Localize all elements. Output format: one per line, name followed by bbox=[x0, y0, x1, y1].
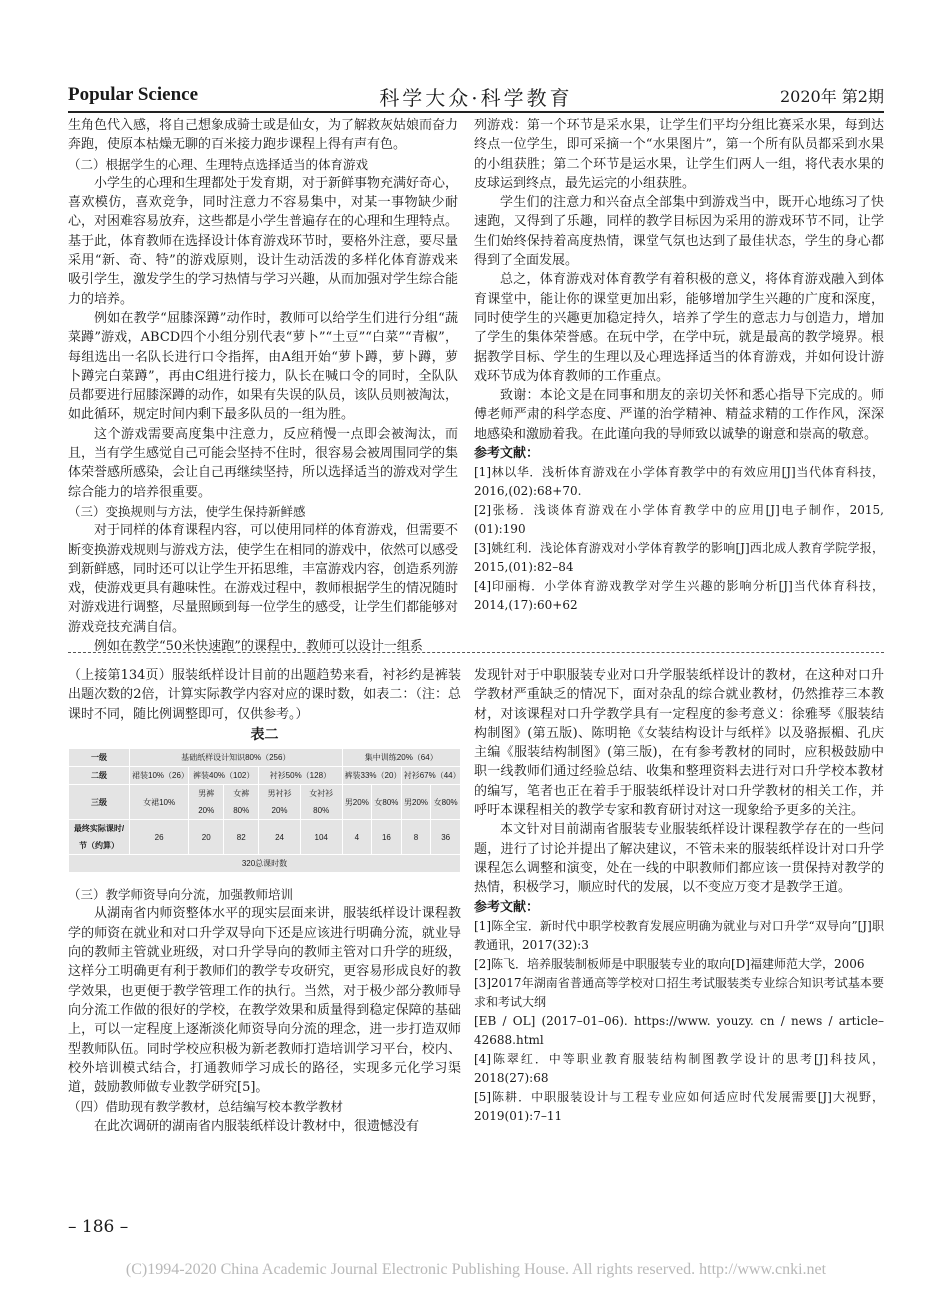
table-cell: 16 bbox=[372, 820, 402, 855]
paragraph: 列游戏：第一个环节是采水果，让学生们平均分组比赛采水果，每到达终点一位学生，即可采摘一个“水果图片”，第一个所有队员都采到水果的小组获胜；第二个环节是运水果，让学生们两人一组，将代表水果的皮球运到终点，最先运完的小组获胜。 bbox=[474, 118, 884, 191]
table-cell: 一级 bbox=[69, 749, 130, 767]
table-cell: 82 bbox=[224, 820, 259, 855]
table-cell: 裤装33%（20） bbox=[342, 767, 401, 785]
reference-item: [2]陈飞．培养服装制板师是中职服装专业的取向[D]福建师范大学，2006 bbox=[474, 956, 865, 971]
table-cell: 集中训练20%（64） bbox=[342, 749, 460, 767]
continuation-paragraph: （上接第134页）服装纸样设计目前的出题趋势来看，衬衫约是裤装出题次数的2倍，计算实际教学内容对应的课时数，如表二：（注：总课时不同，随比例调整即可，仅供参考。） bbox=[68, 668, 461, 722]
paragraph: 本文针对目前湖南省服装专业服装纸样设计课程教学存在的一些问题，进行了讨论并提出了解决建议，不管未来的服装纸样设计对口升学课程怎么调整和演变，处在一线的中职教师们都应该一贯保持对教学的热情，积极学习，顺应时代的发展，以不变应万变才是教学王道。 bbox=[474, 822, 884, 896]
table-cell: 最终实际课时/节（约算） bbox=[69, 820, 130, 855]
paragraph: 学生们的注意力和兴奋点全部集中到游戏当中，既开心地练习了快速跑，又得到了乐趣，同样的教学目标因为采用的游戏环节不同，让学生们始终保持着高度热情，课堂气氛也达到了最佳状态，学生的身心都得到了全面发展。 bbox=[474, 195, 884, 269]
section-heading: （三）变换规则与方法，使学生保持新鲜感 bbox=[68, 503, 306, 519]
table-cell: 女80% bbox=[372, 785, 402, 820]
table-cell: 女80% bbox=[431, 785, 461, 820]
table-cell: 男20% bbox=[401, 785, 431, 820]
reference-item: [3]2017年湖南省普通高等学校对口招生考试服装类专业综合知识考试基本要求和考试大纲 bbox=[474, 975, 884, 1009]
course-hours-table bbox=[68, 748, 461, 873]
paragraph: 例如在教学“50米快速跑”的课程中，教师可以设计一组系 bbox=[94, 639, 423, 655]
paragraph: 从湖南省内师资整体水平的现实层面来讲，服装纸样设计课程教学的师资在就业和对口升学双导向下还是应该进行明确分流，就业导向的教师主管就业班级，对口升学导向的教师主管对口升学的班级，这样分工明确更有利于教师们的教学专攻研究，更容易形成良好的教学效果，也更便于教学管理工作的执行。当然，对于极少部分教师导向分流工作做的很好的学校，在教学效果和质量得到稳定保障的基础上，可以一定程度上逐渐淡化师资导向分流的理念，进一步打造双师型教师队伍。同时学校应积极为新老教师打造培训学习平台，校内、校外培训模式结合，打通教师学习成长的路径，实现多元化学习渠道，鼓励教师做专业教学研究[5]。 bbox=[68, 906, 461, 1096]
table-cell: 20 bbox=[189, 820, 224, 855]
table-cell: 裙装10%（26） bbox=[130, 767, 189, 785]
reference-item: [EB / OL] (2017–01–06). https://www. youzy. cn / news / article–42688.html bbox=[474, 1013, 884, 1047]
issue-info: 2020年 第2期 bbox=[780, 87, 884, 106]
bottom-left-body bbox=[68, 885, 461, 1136]
paragraph: 例如在教学“屈膝深蹲”动作时，教师可以给学生们进行分组“蔬菜蹲”游戏，ABCD四个小组分别代表“萝卜”“土豆”“白菜”“青椒”，每组选出一名队长进行口令指挥，由A组开始“萝卜蹲，萝卜蹲，萝卜蹲完白菜蹲”，再由C组进行接力，队长在喊口令的同时，全队队员都要进行屈膝深蹲的动作，如果有失误的队员，该队员则被淘汰，如此循环，规定时间内剩下最多队员的一组为胜。 bbox=[68, 310, 459, 423]
reference-item: [1]林以华．浅析体育游戏在小学体育教学中的有效应用[J]当代体育科技，2016,(02):68+70. bbox=[474, 465, 884, 499]
page-number: – 186 – bbox=[68, 1217, 129, 1237]
top-right-column bbox=[474, 116, 884, 615]
table-cell: 24 bbox=[259, 820, 301, 855]
table-cell: 26 bbox=[130, 820, 189, 855]
paragraph: 这个游戏需要高度集中注意力，反应稍慢一点即会被淘汰，而且，当有学生感觉自己可能会坚持不住时，很容易会被周围同学的集体荣誉感所感染，会让自己再继续坚持，所以选择适当的游戏对学生综合能力的培养很重要。 bbox=[68, 426, 459, 500]
bottom-left-column bbox=[68, 666, 461, 1136]
table-cell: 男裤20% bbox=[189, 785, 224, 820]
top-left-column bbox=[68, 116, 458, 656]
paragraph: 在此次调研的湖南省内服装纸样设计教材中，很遗憾没有 bbox=[94, 1118, 420, 1134]
table-cell: 男20% bbox=[342, 785, 372, 820]
table-cell: 4 bbox=[342, 820, 372, 855]
table-cell: 女裙10% bbox=[130, 785, 189, 820]
reference-item: [5]陈耕．中职服装设计与工程专业应如何适应时代发展需要[J]大视野，2019(01):7–11 bbox=[474, 1089, 884, 1123]
reference-item: [3]姚红利．浅论体育游戏对小学体育教学的影响[J]西北成人教育学院学报，2015,(01):82–84 bbox=[474, 541, 884, 575]
section-heading: （三）教学师资导向分流，加强教师培训 bbox=[68, 887, 294, 903]
table-cell: 36 bbox=[431, 820, 461, 855]
reference-item: [1]陈全宝．新时代中职学校教育发展应明确为就业与对口升学“双导向”[J]职教通讯，2017(32):3 bbox=[474, 918, 884, 952]
references-heading: 参考文献： bbox=[474, 446, 540, 462]
table-cell: 衬衫67%（44） bbox=[401, 767, 460, 785]
table-cell: 男衬衫20% bbox=[259, 785, 301, 820]
table-cell: 8 bbox=[401, 820, 431, 855]
paragraph: 致谢：本论文是在同事和朋友的亲切关怀和悉心指导下完成的。师傅老师严肃的科学态度、严谨的治学精神、精益求精的工作作风，深深地感染和激励着我。在此谨向我的导师致以诚挚的谢意和崇高的敬意。 bbox=[474, 388, 884, 442]
table-cell: 三级 bbox=[69, 785, 130, 820]
references-heading: 参考文献： bbox=[474, 899, 540, 915]
page-header bbox=[68, 80, 884, 110]
table-title: 表二 bbox=[250, 726, 279, 743]
header-rule bbox=[68, 111, 884, 113]
section-heading: （二）根据学生的心理、生理特点选择适当的体育游戏 bbox=[68, 156, 369, 172]
table-cell: 衬衫50%（128） bbox=[259, 767, 342, 785]
journal-name: Popular Science bbox=[68, 84, 199, 105]
section-heading: （四）借助现有教学教材，总结编写校本教学教材 bbox=[68, 1099, 344, 1115]
table-cell: 104 bbox=[300, 820, 342, 855]
reference-item: [4]陈翠红．中等职业教育服装结构制图教学设计的思考[J]科技风，2018(27):68 bbox=[474, 1051, 884, 1085]
table-cell: 基础纸样设计知识80%（256） bbox=[130, 749, 343, 767]
table-cell: 320总课时数 bbox=[69, 855, 461, 873]
paragraph: 发现针对于中职服装专业对口升学服装纸样设计的教材，在这种对口升学教材严重缺乏的情况下，面对杂乱的综合就业教材，仍然推荐三本教材，对该课程对口升学教学具有一定程度的参考意义：徐雅琴《服装结构制图》(第五版)、陈明艳《女装结构设计与纸样》以及骆振楣、孔庆主编《服装结构制图》(第三版)，在有参考教材的同时，应积极鼓励中职一线教师们通过经验总结、收集和整理资料去进行对口升学校本教材的编写，笔者也正在着手于服装纸样设计对口升学教材的相关工作，并呼吁本课程相关的教学专家和教育研讨对这一现象给予更多的关注。 bbox=[474, 668, 884, 819]
reference-item: [2]张杨．浅谈体育游戏在小学体育教学中的应用[J]电子制作，2015,(01):190 bbox=[474, 503, 884, 537]
copyright-footer: (C)1994-2020 China Academic Journal Electronic Publishing House. All rights reserved. http://www.cnki.net bbox=[125, 1261, 827, 1278]
paragraph: 小学生的心理和生理都处于发育期，对于新鲜事物充满好奇心，喜欢模仿，喜欢竞争，同时注意力不容易集中，对某一事物缺少耐心，对困难容易放弃，这些都是小学生普遍存在的心理和生理特点。基于此，体育教师在选择设计体育游戏环节时，要格外注意，要尽量采用“新、奇、特”的游戏原则，设计生动活泼的多样化体育游戏来吸引学生，激发学生的学习热情与学习兴趣，从而加强对学生综合能力的培养。 bbox=[68, 175, 459, 307]
table-cell: 裤装40%（102） bbox=[189, 767, 259, 785]
table-cell: 女衬衫80% bbox=[300, 785, 342, 820]
journal-title: 科学大众·科学教育 bbox=[379, 86, 573, 110]
paragraph: 总之，体育游戏对体育教学有着积极的意义，将体育游戏融入到体育课堂中，能让你的课堂更加出彩，能够增加学生兴趣的广度和深度，同时使学生的兴趣更加稳定持久，培养了学生的意志力与创造力，增加了学生的集体荣誉感。在玩中学，在学中玩，就是最高的教学境界。根据教学目标、学生的生理以及心理选择适当的体育游戏，并如何设计游戏环节成为体育教师的工作重点。 bbox=[474, 272, 884, 384]
bottom-right-column bbox=[474, 666, 884, 1126]
paragraph: 对于同样的体育课程内容，可以使用同样的体育游戏，但需要不断变换游戏规则与游戏方法，使学生在相同的游戏中，依然可以感受到新鲜感，同时还可以让学生开拓思维，丰富游戏内容，创造系列游戏，使游戏更具有趣味性。在游戏过程中，教师根据学生的情况随时对游戏进行调整，尽量照顾到每一位学生的感受，让学生们都能够对游戏竞技充满自信。 bbox=[68, 523, 459, 635]
table-cell: 二级 bbox=[69, 767, 130, 785]
table-cell: 女裤80% bbox=[224, 785, 259, 820]
section-divider bbox=[68, 652, 884, 653]
paragraph: 生角色代入感，将自己想象成骑士或是仙女，为了解救灰姑娘而奋力奔跑，使原本枯燥无聊的百米接力跑步课程上得有声有色。 bbox=[68, 118, 459, 153]
reference-item: [4]印丽梅．小学体育游戏教学对学生兴趣的影响分析[J]当代体育科技，2014,(17):60+62 bbox=[474, 579, 884, 613]
